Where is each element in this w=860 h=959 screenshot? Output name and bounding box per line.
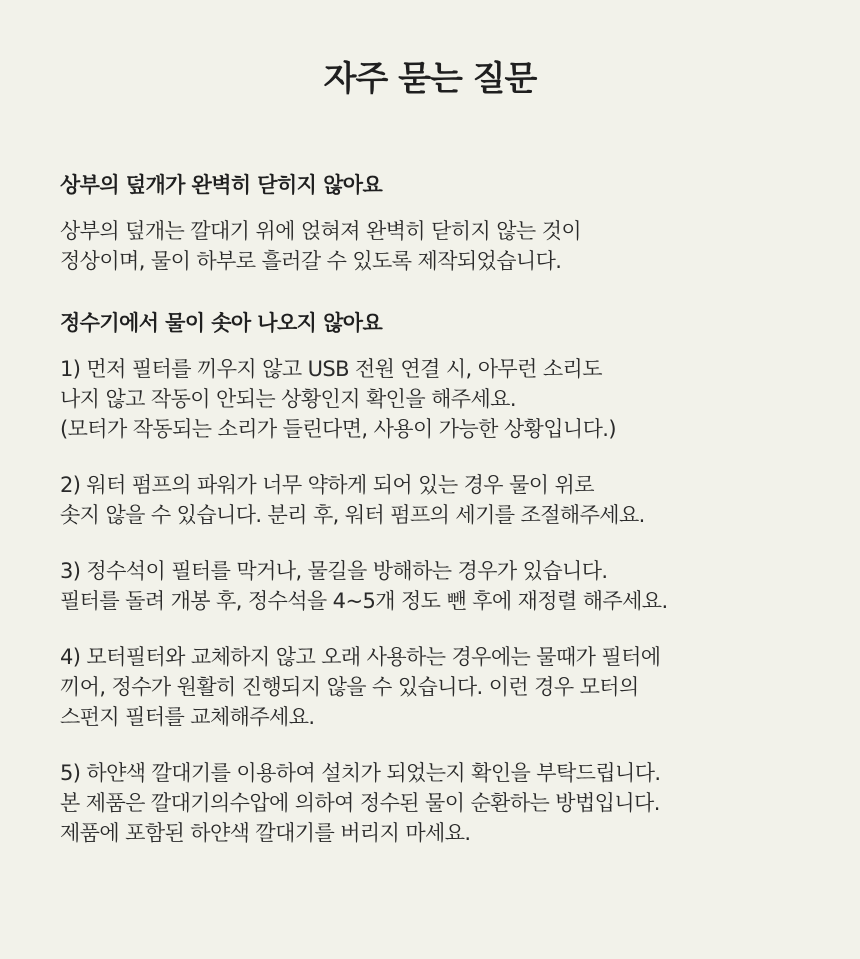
faq-answer-item-3	[60, 556, 840, 616]
faq-section-water	[60, 306, 840, 848]
answer-line: (모터가 작동되는 소리가 들린다면, 사용이 가능한 상황입니다.)	[60, 417, 616, 441]
answer-line: 정상이며, 물이 하부로 흘러갈 수 있도록 제작되었습니다.	[60, 249, 562, 273]
faq-section-lid	[60, 168, 840, 276]
answer-line: 솟지 않을 수 있습니다. 분리 후, 워터 펌프의 세기를 조절해주세요.	[60, 503, 645, 527]
answer-line: 끼어, 정수가 원활히 진행되지 않을 수 있습니다. 이런 경우 모터의	[60, 675, 639, 699]
faq-question: 상부의 덮개가 완벽히 닫히지 않아요	[60, 173, 383, 197]
faq-answer	[60, 216, 840, 276]
faq-content	[60, 168, 840, 848]
answer-line: 4) 모터필터와 교체하지 않고 오래 사용하는 경우에는 물때가 필터에	[60, 645, 661, 669]
answer-line: 3) 정수석이 필터를 막거나, 물길을 방해하는 경우가 있습니다.	[60, 559, 608, 583]
answer-line: 2) 워터 펌프의 파워가 너무 약하게 되어 있는 경우 물이 위로	[60, 473, 594, 497]
faq-question: 정수기에서 물이 솟아 나오지 않아요	[60, 311, 383, 335]
answer-line: 5) 하얀색 깔대기를 이용하여 설치가 되었는지 확인을 부탁드립니다.	[60, 761, 661, 785]
page-title: 자주 묻는 질문	[323, 59, 537, 99]
answer-line: 1) 먼저 필터를 끼우지 않고 USB 전원 연결 시, 아무런 소리도	[60, 357, 602, 381]
answer-line: 본 제품은 깔대기의수압에 의하여 정수된 물이 순환하는 방법입니다.	[60, 791, 660, 815]
faq-answer-item-4	[60, 642, 840, 732]
faq-answer-item-1	[60, 354, 840, 444]
faq-answer-item-2	[60, 470, 840, 530]
answer-line: 나지 않고 작동이 안되는 상황인지 확인을 해주세요.	[60, 387, 516, 411]
answer-line: 상부의 덮개는 깔대기 위에 얹혀져 완벽히 닫히지 않는 것이	[60, 219, 582, 243]
answer-line: 제품에 포함된 하얀색 깔대기를 버리지 마세요.	[60, 821, 471, 845]
answer-line: 스펀지 필터를 교체해주세요.	[60, 705, 315, 729]
faq-answer-item-5	[60, 758, 840, 848]
answer-line: 필터를 돌려 개봉 후, 정수석을 4~5개 정도 뺀 후에 재정렬 해주세요.	[60, 589, 668, 613]
